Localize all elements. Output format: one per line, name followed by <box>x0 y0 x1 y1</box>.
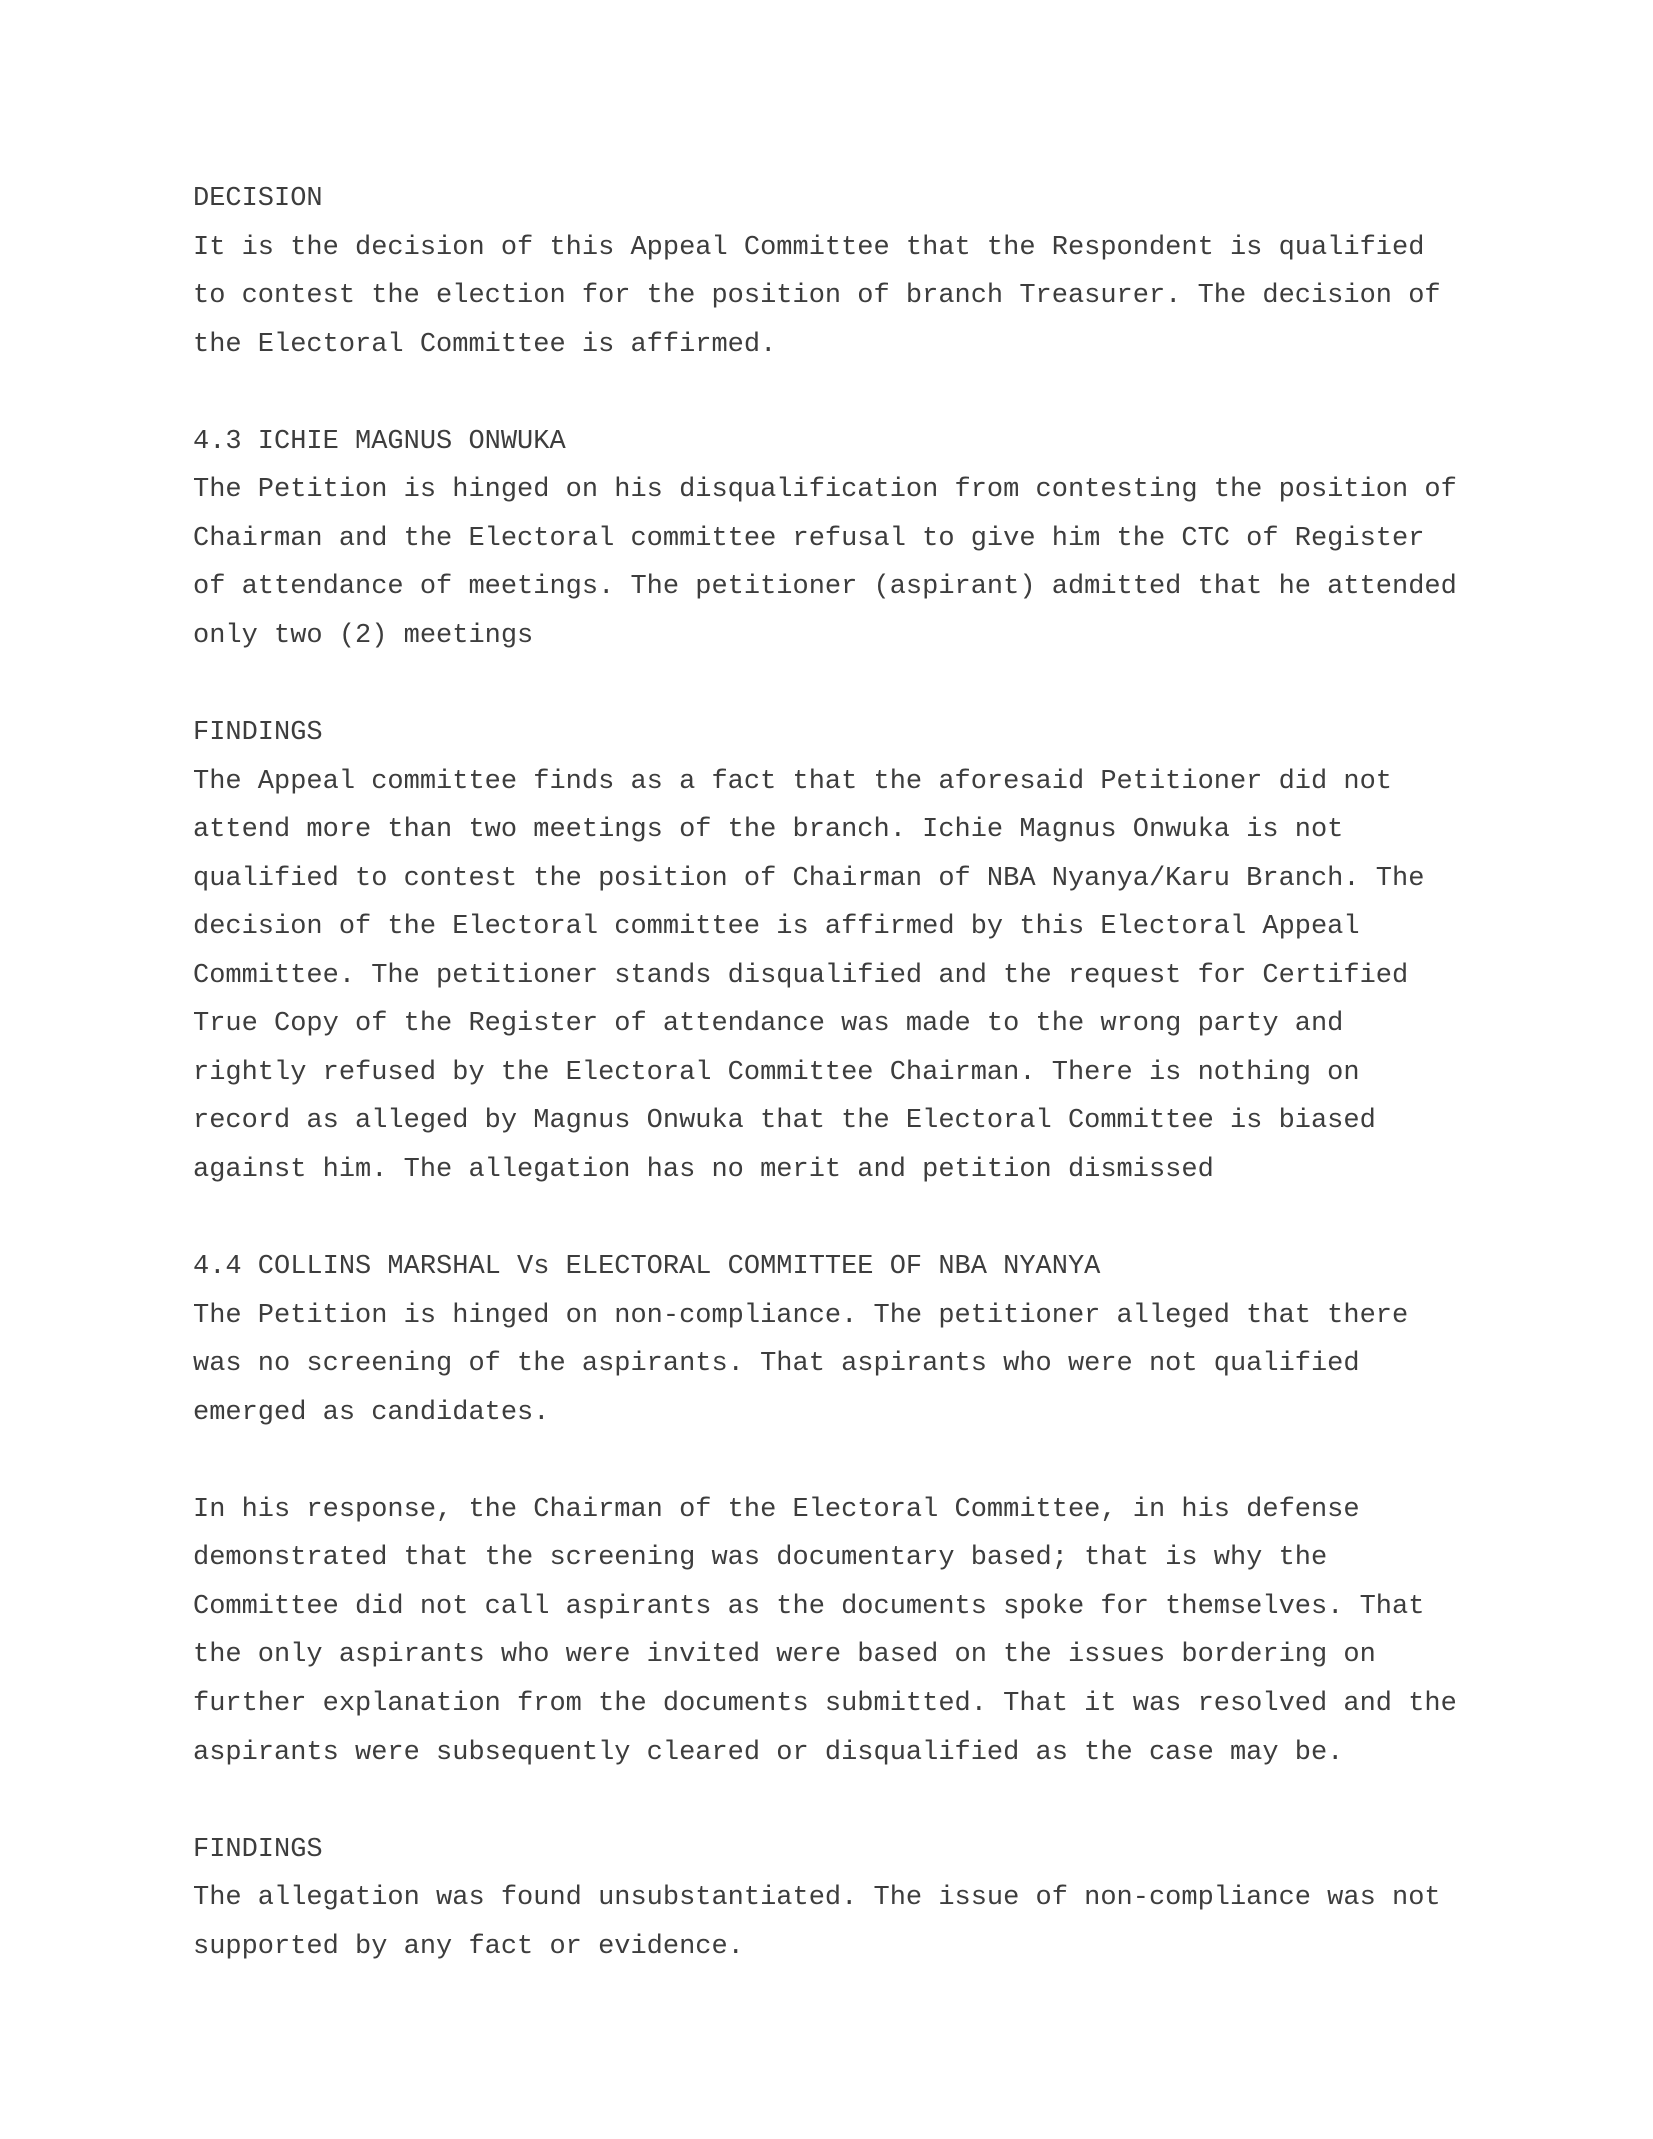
paragraph-line: only two (2) meetings <box>193 620 534 651</box>
paragraph-line: emerged as candidates. <box>193 1397 550 1428</box>
paragraph-line: In his response, the Chairman of the Electoral Committee, in his defense <box>193 1494 1360 1525</box>
document-body <box>193 175 1593 1971</box>
paragraph-line: The Appeal committee finds as a fact that the aforesaid Petitioner did not <box>193 766 1392 797</box>
paragraph-line: was no screening of the aspirants. That aspirants who were not qualified <box>193 1349 1360 1380</box>
paragraph-line: supported by any fact or evidence. <box>193 1931 744 1962</box>
section-heading: FINDINGS <box>193 718 323 749</box>
paragraph-gap <box>193 369 1593 418</box>
paragraph-line: demonstrated that the screening was documentary based; that is why the <box>193 1543 1328 1574</box>
section-heading: 4.4 COLLINS MARSHAL Vs ELECTORAL COMMITTEE OF NBA NYANYA <box>193 1252 1101 1283</box>
paragraph-line: Committee did not call aspirants as the documents spoke for themselves. That <box>193 1591 1425 1622</box>
paragraph-gap <box>193 1777 1593 1826</box>
paragraph-line: decision of the Electoral committee is affirmed by this Electoral Appeal <box>193 912 1360 943</box>
paragraph-line: the Electoral Committee is affirmed. <box>193 329 777 360</box>
paragraph-line: further explanation from the documents submitted. That it was resolved and the <box>193 1688 1457 1719</box>
paragraph-line: to contest the election for the position of branch Treasurer. The decision of <box>193 281 1441 312</box>
paragraph-line: record as alleged by Magnus Onwuka that the Electoral Committee is biased <box>193 1106 1376 1137</box>
section-decision <box>193 175 1593 369</box>
paragraph-line: True Copy of the Register of attendance was made to the wrong party and <box>193 1009 1344 1040</box>
paragraph-line: the only aspirants who were invited were based on the issues bordering on <box>193 1640 1376 1671</box>
paragraph-line: Chairman and the Electoral committee refusal to give him the CTC of Register <box>193 523 1425 554</box>
paragraph-line: It is the decision of this Appeal Committee that the Respondent is qualified <box>193 232 1425 263</box>
section-4-3 <box>193 418 1593 661</box>
paragraph-line: rightly refused by the Electoral Committee Chairman. There is nothing on <box>193 1057 1360 1088</box>
section-heading: DECISION <box>193 184 323 214</box>
paragraph-line: The Petition is hinged on non-compliance. The petitioner alleged that there <box>193 1300 1409 1331</box>
paragraph-gap <box>193 1437 1593 1486</box>
paragraph-gap <box>193 1194 1593 1243</box>
section-heading: 4.3 ICHIE MAGNUS ONWUKA <box>193 426 566 457</box>
paragraph-line: qualified to contest the position of Chairman of NBA Nyanya/Karu Branch. The <box>193 863 1425 894</box>
paragraph-line: aspirants were subsequently cleared or disqualified as the case may be. <box>193 1737 1344 1768</box>
paragraph-line: The Petition is hinged on his disqualification from contesting the position of <box>193 475 1457 506</box>
paragraph-line: The allegation was found unsubstantiated. The issue of non-compliance was not <box>193 1883 1441 1914</box>
section-4-4 <box>193 1243 1593 1437</box>
section-response <box>193 1486 1593 1777</box>
paragraph-line: of attendance of meetings. The petitioner (aspirant) admitted that he attended <box>193 572 1457 603</box>
section-findings-4-4 <box>193 1826 1593 1972</box>
paragraph-line: Committee. The petitioner stands disqualified and the request for Certified <box>193 960 1409 991</box>
paragraph-line: against him. The allegation has no merit and petition dismissed <box>193 1154 1214 1185</box>
paragraph-line: attend more than two meetings of the branch. Ichie Magnus Onwuka is not <box>193 815 1344 846</box>
section-heading: FINDINGS <box>193 1834 323 1865</box>
paragraph-gap <box>193 660 1593 709</box>
section-findings-4-3 <box>193 709 1593 1194</box>
